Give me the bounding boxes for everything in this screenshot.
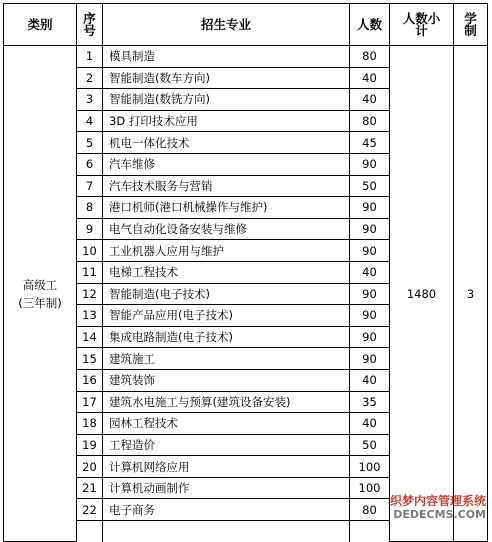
major-cell: 智能制造(数车方向) — [103, 67, 350, 89]
seq-cell — [77, 521, 103, 542]
seq-cell: 4 — [77, 110, 103, 132]
major-cell: 港口机师(港口机械操作与维护) — [103, 197, 350, 219]
major-cell: 计算机网络应用 — [103, 456, 350, 478]
seq-cell: 20 — [77, 456, 103, 478]
seq-cell: 19 — [77, 434, 103, 456]
years-cell: 3 — [454, 46, 488, 542]
table-row — [4, 46, 488, 68]
category-line2: (三年制) — [18, 295, 62, 310]
count-cell: 100 — [350, 456, 390, 478]
count-cell — [350, 521, 390, 542]
header-years: 学制 — [454, 4, 488, 46]
count-cell: 40 — [350, 369, 390, 391]
major-cell: 电气自动化设备安装与维修 — [103, 218, 350, 240]
count-cell: 90 — [350, 197, 390, 219]
seq-cell: 3 — [77, 89, 103, 111]
seq-cell: 2 — [77, 67, 103, 89]
major-cell: 工业机器人应用与维护 — [103, 240, 350, 262]
major-cell: 建筑水电施工与预算(建筑设备安装) — [103, 391, 350, 413]
category-line1: 高级工 — [22, 277, 58, 292]
header-count: 人数 — [350, 4, 390, 46]
major-cell: 电子商务 — [103, 499, 350, 521]
seq-cell: 5 — [77, 132, 103, 154]
major-cell: 计算机动画制作 — [103, 477, 350, 499]
major-cell: 建筑装饰 — [103, 369, 350, 391]
count-cell: 90 — [350, 240, 390, 262]
count-cell: 40 — [350, 67, 390, 89]
count-cell: 90 — [350, 326, 390, 348]
seq-cell: 1 — [77, 46, 103, 68]
seq-cell: 11 — [77, 261, 103, 283]
major-cell: 模具制造 — [103, 46, 350, 68]
watermark-line1: 织梦内容管理系统 — [389, 494, 486, 508]
seq-cell: 16 — [77, 369, 103, 391]
seq-cell: 9 — [77, 218, 103, 240]
count-cell: 90 — [350, 218, 390, 240]
major-cell: 园林工程技术 — [103, 413, 350, 435]
major-cell: 智能产品应用(电子技术) — [103, 305, 350, 327]
subtotal-cell: 1480 — [390, 46, 454, 542]
major-cell: 机电一体化技术 — [103, 132, 350, 154]
seq-cell: 7 — [77, 175, 103, 197]
seq-cell: 21 — [77, 477, 103, 499]
major-cell: 汽车维修 — [103, 153, 350, 175]
count-cell: 80 — [350, 499, 390, 521]
seq-cell: 14 — [77, 326, 103, 348]
major-cell: 工程造价 — [103, 434, 350, 456]
count-cell: 50 — [350, 175, 390, 197]
major-cell: 3D 打印技术应用 — [103, 110, 350, 132]
seq-cell: 18 — [77, 413, 103, 435]
count-cell: 80 — [350, 46, 390, 68]
major-cell — [103, 521, 350, 542]
seq-cell: 22 — [77, 499, 103, 521]
count-cell: 90 — [350, 283, 390, 305]
category-cell — [4, 46, 77, 542]
count-cell: 40 — [350, 413, 390, 435]
header-seq: 序号 — [77, 4, 103, 46]
seq-cell: 12 — [77, 283, 103, 305]
header-major: 招生专业 — [103, 4, 350, 46]
count-cell: 90 — [350, 153, 390, 175]
seq-cell: 8 — [77, 197, 103, 219]
seq-cell: 13 — [77, 305, 103, 327]
enrollment-table — [3, 3, 488, 542]
major-cell: 集成电路制造(电子技术) — [103, 326, 350, 348]
header-category: 类别 — [4, 4, 77, 46]
major-cell: 智能制造(电子技术) — [103, 283, 350, 305]
count-cell: 80 — [350, 110, 390, 132]
seq-cell: 10 — [77, 240, 103, 262]
count-cell: 45 — [350, 132, 390, 154]
major-cell: 建筑施工 — [103, 348, 350, 370]
major-cell: 汽车技术服务与营销 — [103, 175, 350, 197]
count-cell: 90 — [350, 348, 390, 370]
major-cell: 电梯工程技术 — [103, 261, 350, 283]
major-cell: 智能制造(数铣方向) — [103, 89, 350, 111]
header-subtotal: 人数小计 — [390, 4, 454, 46]
watermark-line2: DEDECMS.COM — [393, 508, 486, 521]
seq-cell: 6 — [77, 153, 103, 175]
seq-cell: 17 — [77, 391, 103, 413]
count-cell: 90 — [350, 305, 390, 327]
count-cell: 100 — [350, 477, 390, 499]
seq-cell: 15 — [77, 348, 103, 370]
count-cell: 40 — [350, 261, 390, 283]
count-cell: 50 — [350, 434, 390, 456]
watermark — [390, 495, 486, 521]
count-cell: 40 — [350, 89, 390, 111]
header-row — [4, 4, 488, 46]
count-cell: 35 — [350, 391, 390, 413]
